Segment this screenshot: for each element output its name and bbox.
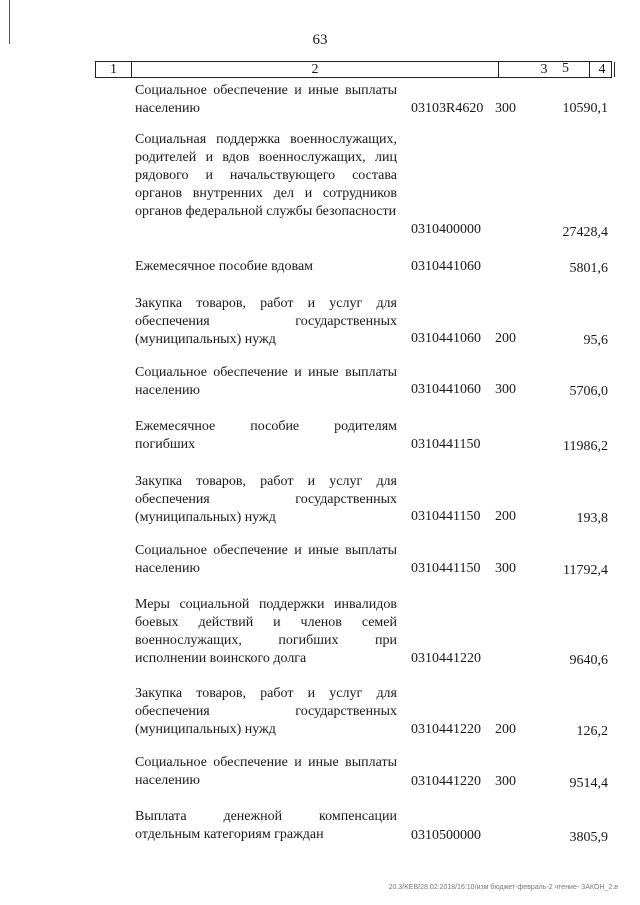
row-description: Выплата денежной компенсации отдельным категориям граждан	[135, 809, 397, 842]
row-amount: 11792,4	[563, 563, 608, 578]
row-kind: 200	[495, 722, 516, 737]
row-description: Социальное обеспечение и иные выплаты населению	[135, 365, 397, 398]
row-code: 0310441060	[411, 382, 481, 397]
row-kind: 200	[495, 509, 516, 524]
row-description: Закупка товаров, работ и услуг для обеспечения государственных (муниципальных) нужд	[135, 474, 397, 525]
row-amount: 193,8	[576, 511, 608, 526]
row-amount: 5706,0	[569, 384, 608, 399]
row-amount: 9640,6	[569, 653, 608, 668]
row-amount: 126,2	[576, 724, 608, 739]
row-code: 0310441220	[411, 774, 481, 789]
page-number: 63	[312, 32, 328, 48]
row-kind: 300	[495, 101, 516, 116]
header-col-3: 3	[499, 62, 590, 77]
row-code: 0310441150	[411, 509, 481, 524]
row-code: 03103R4620	[411, 101, 484, 116]
row-code: 0310441220	[411, 651, 481, 666]
row-amount: 5801,6	[569, 261, 608, 276]
footer-file-note: 20.3/KEB/28.02.2018/16:10/изм бюджет-февраль-2 чтение- ЗАКОН_2.в	[388, 884, 618, 891]
row-kind: 300	[495, 774, 516, 789]
row-description: Социальная поддержка военнослужащих, родителей и вдов военнослужащих, лиц рядового и начальствующего состава органов внутренних дел и сотрудников органов федеральной службы безопасности	[135, 132, 397, 219]
row-kind: 200	[495, 331, 516, 346]
row-description: Меры социальной поддержки инвалидов боевых действий и членов семей военнослужащих, погибших при исполнении воинского долга	[135, 597, 397, 666]
header-col-2: 2	[132, 62, 499, 77]
row-description: Социальное обеспечение и иные выплаты населению	[135, 755, 397, 788]
header-col-1: 1	[96, 62, 132, 77]
row-code: 0310441150	[411, 561, 481, 576]
row-amount: 95,6	[583, 333, 608, 348]
row-amount: 11986,2	[563, 439, 608, 454]
header-col-4: 4	[590, 62, 615, 77]
row-amount: 3805,9	[569, 830, 608, 845]
row-amount: 9514,4	[569, 776, 608, 791]
row-code: 0310400000	[411, 222, 481, 237]
row-amount: 10590,1	[562, 101, 608, 116]
row-kind: 300	[495, 561, 516, 576]
row-kind: 300	[495, 382, 516, 397]
row-code: 0310441150	[411, 437, 481, 452]
row-description: Ежемесячное пособие вдовам	[135, 259, 314, 274]
row-description: Социальное обеспечение и иные выплаты населению	[135, 543, 397, 576]
row-code: 0310441220	[411, 722, 481, 737]
row-description: Закупка товаров, работ и услуг для обеспечения государственных (муниципальных) нужд	[135, 296, 397, 347]
row-description: Закупка товаров, работ и услуг для обеспечения государственных (муниципальных) нужд	[135, 686, 397, 737]
row-description: Социальное обеспечение и иные выплаты населению	[135, 83, 397, 116]
row-amount: 27428,4	[562, 225, 608, 240]
row-code: 0310500000	[411, 828, 481, 843]
row-code: 0310441060	[411, 331, 481, 346]
header-col-5: 5	[562, 61, 569, 76]
row-code: 0310441060	[411, 259, 481, 274]
row-description: Ежемесячное пособие родителям погибших	[135, 419, 397, 452]
